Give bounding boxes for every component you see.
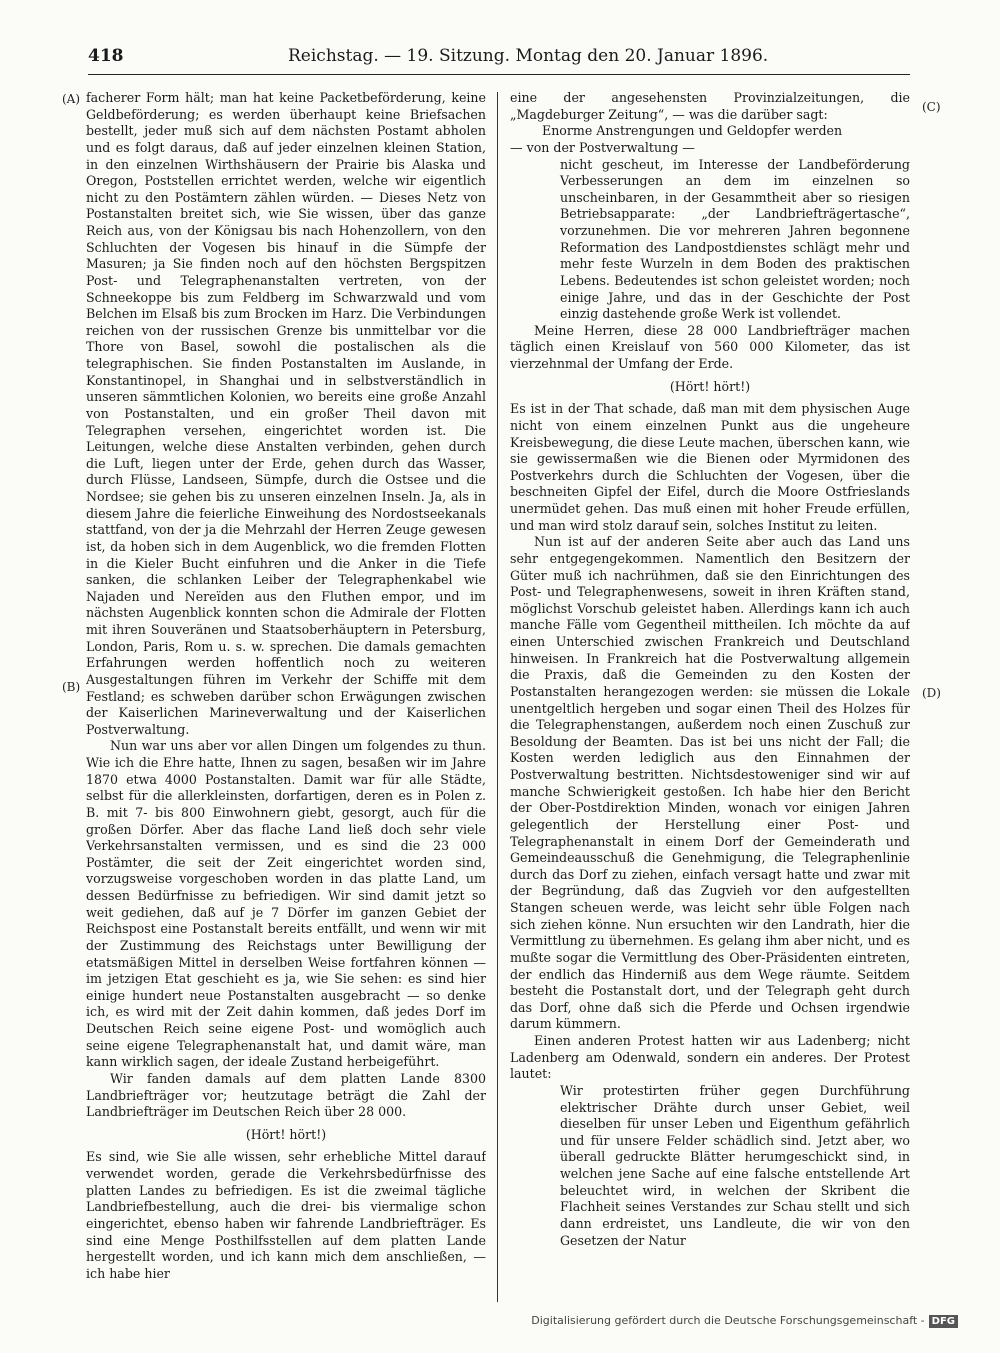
paragraph: Meine Herren, diese 28 000 Landbriefträger machen täglich einen Kreislauf von 560 000 Kilometer, das ist vierzehnmal der Umfang der Erde. (510, 322, 910, 371)
page-number: 418 (88, 46, 124, 66)
quote-line: Enorme Anstrengungen und Geldopfer werden (542, 123, 843, 139)
margin-marker-a: (A) (62, 92, 81, 106)
paragraph: Es sind, wie Sie alle wissen, sehr erhebliche Mittel darauf verwendet worden, gerade die Verkehrsbedürfnisse des platten Landes zu befriedigen. Es ist die zweimal tägliche Landbriefbestellung, auch die drei- bis viermalige schon eingerichtet, ebenso haben wir fahrende Landbriefträger. Es sind eine Menge Posthilfsstellen auf dem platten Lande hergestellt worden, und ich kann mich dem anschließen, — ich habe hier (86, 1149, 486, 1281)
margin-marker-d: (D) (922, 686, 941, 700)
quote-block: Wir protestirten früher gegen Durchführung elektrischer Drähte durch unser Gebiet, weil dieselben für unser Leben und Eigenthum gefährlich und für unsere Felder schädlich sind. Jetzt aber, wo überall gedruckte Blätter herumgeschickt sind, in welchen jene Sache auf eine falsche entstellende Art beleuchtet wird, in welchen der Skribent die Flachheit seines Verstandes zur Schau stellt und sich dann erdreistet, uns Landleute, die wir von den Gesetzen der Natur (560, 1082, 910, 1248)
quote-aside: — von der Postverwaltung — (510, 139, 695, 155)
running-head: Reichstag. — 19. Sitzung. Montag den 20. Januar 1896. (288, 46, 769, 66)
margin-marker-c: (C) (922, 100, 941, 114)
paragraph: eine der angesehensten Provinzialzeitungen, die „Magdeburger Zeitung“, — was die darüber sagt: (510, 90, 910, 122)
paragraph: Es ist in der That schade, daß man mit dem physischen Auge nicht von einem einzelnen Punkt aus die ungeheure Kreisbewegung, die diese Leute machen, überschen kann, wie sie gewissermaßen wie die Bienen oder Myrmidonen des Postverkehrs durch die Schluchten der Vogesen, über die beschneiten Gipfel der Eifel, durch die Moore Ostfrieslands unermüdet gehen. Das muß einen mit hoher Freude erfüllen, und man wird stolz darauf sein, solches Institut zu leiten. (510, 401, 910, 533)
paragraph: Wir fanden damals auf dem platten Lande 8300 Landbriefträger vor; heutzutage beträgt die Zahl der Landbriefträger im Deutschen Reich über 28 000. (86, 1070, 486, 1120)
margin-marker-b: (B) (62, 680, 81, 694)
right-column (510, 90, 910, 1315)
paragraph: Nun war uns aber vor allen Dingen um folgendes zu thun. Wie ich die Ehre hatte, Ihnen zu sagen, besaßen wir im Jahre 1870 etwa 4000 Postanstalten. Damit war für alle Städte, selbst für die allerkleinsten, dorfartigen, deren es in Polen z. B. mit 7- bis 800 Einwohnern giebt, gesorgt, auch für die großen Dörfer. Aber das flache Land ließ doch sehr viele Verkehrsanstalten vermissen, und es sind die 23 000 Postämter, die seit der Zeit eingerichtet worden sind, vorzugsweise vorgeschoben worden in das platte Land, um dessen Bedürfnisse zu befriedigen. Wir sind damit jetzt so weit gediehen, daß auf je 7 Dörfer im ganzen Gebiet der Reichspost eine Postanstalt bereits entfällt, und wenn wir mit der Zustimmung des Reichstags unter Bewilligung der etatsmäßigen Mittel in derselben Weise fortfahren können — im jetzigen Etat geschieht es ja, wie Sie sehen: es sind hier einige hundert neue Postanstalten ausgebracht — so denke ich, es wird mit der Zeit dahin kommen, daß jedes Dorf im Deutschen Reich seine eigene Post- und womöglich auch seine eigene Telegraphenanstalt hat, und damit wäre, man kann wirklich sagen, der ideale Zustand herbeigeführt. (86, 738, 486, 1070)
paragraph: Nun ist auf der anderen Seite aber auch das Land uns sehr entgegengekommen. Namentlich den Besitzern der Güter muß ich nachrühmen, daß sie den Einrichtungen des Post- und Telegraphenwesens, soweit in ihren Kräften stand, möglichst Vorschub geleistet haben. Allerdings kann ich auch manche Fälle vom Gegentheil mittheilen. Ich möchte da auf einen Unterschied zwischen Frankreich und Deutschland hinweisen. In Frankreich hat die Postverwaltung allgemein die Praxis, daß die Gemeinden zu den Kosten der Postanstalten herangezogen werden: sie müssen die Lokale unentgeltlich hergeben und sogar einen Theil des Holzes für die Telegraphenstangen, außerdem noch einen Zuschuß zur Besoldung der Beamten. Das ist bei uns nicht der Fall; die Kosten werden lediglich aus den Einnahmen der Postverwaltung bestritten. Nichtsdestoweniger sind wir auf manche Schwierigkeit gestoßen. Ich habe hier den Bericht der Ober-Postdirektion Minden, wonach vor einigen Jahren gelegentlich der Herstellung einer Post- und Telegraphenanstalt in einem Dorf der Gemeinderath und Gemeindeausschuß die Genehmigung, die Telegraphenlinie durch das Dorf zu ziehen, einfach versagt hatte und zwar mit der Begründung, daß das Zugvieh vor den aufgestellten Stangen scheuen werde, was leicht sehr üble Folgen nach sich ziehen könne. Nun ersuchten wir den Landrath, hier die Vermittlung zu übernehmen. Es gelang ihm aber nicht, und es mußte sogar die Vermittlung des Ober-Präsidenten eintreten, der endlich das Hinderniß aus dem Wege räumte. Seitdem besteht die Postanstalt dort, und der Telegraph geht durch das Dorf, ohne daß sich die Pferde und Ochsen irgendwie darum kümmern. (510, 534, 910, 1032)
paragraph: facherer Form hält; man hat keine Packetbeförderung, keine Geldbeförderung; es werden überhaupt keine Briefsachen bestellt, jeder muß sich auf dem nächsten Postamt abholen und es folgt daraus, daß auf jeder einzelnen kleinen Station, in den einzelnen Wirthshäusern der Prairie bis Alaska und Oregon, Poststellen errichtet werden, welche wir eigentlich nicht zu den Postämtern zählen würden. — Dieses Netz von Postanstalten breitet sich, wie Sie wissen, über das ganze Reich aus, von der Königsau bis nach Hohenzollern, von den Schluchten der Vogesen bis hinauf in die Sümpfe der Masuren; ja Sie finden noch auf den höchsten Bergspitzen Post- und Telegraphenanstalten vertreten, von der Schneekoppe bis zum Feldberg im Schwarzwald und vom Belchen im Elsaß bis zum Brocken im Harz. Die Verbindungen reichen von der russischen Grenze bis unmittelbar vor die Thore von Basel, sowohl die postalischen als die telegraphischen. Sie finden Postanstalten im Auslande, in Konstantinopel, in Shanghai und in selbstverständlich in unseren sämmtlichen Kolonien, wo bereits eine große Anzahl von Postanstalten, und ein großer Theil davon mit Telegraphen versehen, eingerichtet worden ist. Die Leitungen, welche diese Anstalten verbinden, gehen durch die Luft, liegen unter der Erde, gehen durch das Wasser, durch Flüsse, Landseen, Sümpfe, durch die Ostsee und die Nordsee; sie gehen bis zu unseren einzelnen Inseln. Ja, als in diesem Jahre die feierliche Einweihung des Nordostseekanals stattfand, von der ja die Mehrzahl der Herren Zeuge gewesen ist, da hoben sich in dem Augenblick, wo die fremden Flotten in die Kieler Bucht einfuhren und die Anker in die Tiefe sanken, die schlanken Leiber der Telegraphenkabel wie Najaden und Nereïden aus den Fluthen empor, und im nächsten Augenblick konnten schon die Admirale der Flotten mit ihren Souveränen und Staatsoberhäuptern in Petersburg, London, Paris, Rom u. s. w. sprechen. Die damals gemachten Erfahrungen werden hoffentlich noch zu weiteren Ausgestaltungen führen im Verkehr der Schiffe mit dem Festland; es schweben darüber schon Erwägungen zwischen der Kaiserlichen Marineverwaltung und der Kaiserlichen Postverwaltung. (86, 90, 486, 737)
interjection: (Hört! hört!) (669, 378, 751, 394)
page-header (88, 46, 910, 72)
paragraph: Einen anderen Protest hatten wir aus Ladenberg; nicht Ladenberg am Odenwald, sondern ein anderes. Der Protest lautet: (510, 1033, 910, 1082)
interjection: (Hört! hört!) (245, 1126, 327, 1142)
digitization-credit (531, 1314, 958, 1328)
credit-text: Digitalisierung gefördert durch die Deutsche Forschungsgemeinschaft - (531, 1314, 925, 1327)
quote-block: nicht gescheut, im Interesse der Landbeförderung Verbesserungen an dem im einzelnen so unscheinbaren, in der Gesammtheit aber so riesigen Betriebsapparate: „der Landbriefträgertasche“, vorzunehmen. Die vor mehreren Jahren begonnene Reformation des Landpostdienstes schlägt mehr und mehr feste Wurzeln in dem Boden des praktischen Lebens. Bedeutendes ist schon geleistet worden; noch einige Jahre, und das in der Geschichte der Post einzig dastehende große Werk ist vollendet. (560, 156, 910, 322)
column-divider (497, 92, 498, 1302)
header-rule (88, 74, 910, 75)
dfg-logo: DFG (929, 1315, 958, 1328)
left-column (86, 90, 486, 1315)
